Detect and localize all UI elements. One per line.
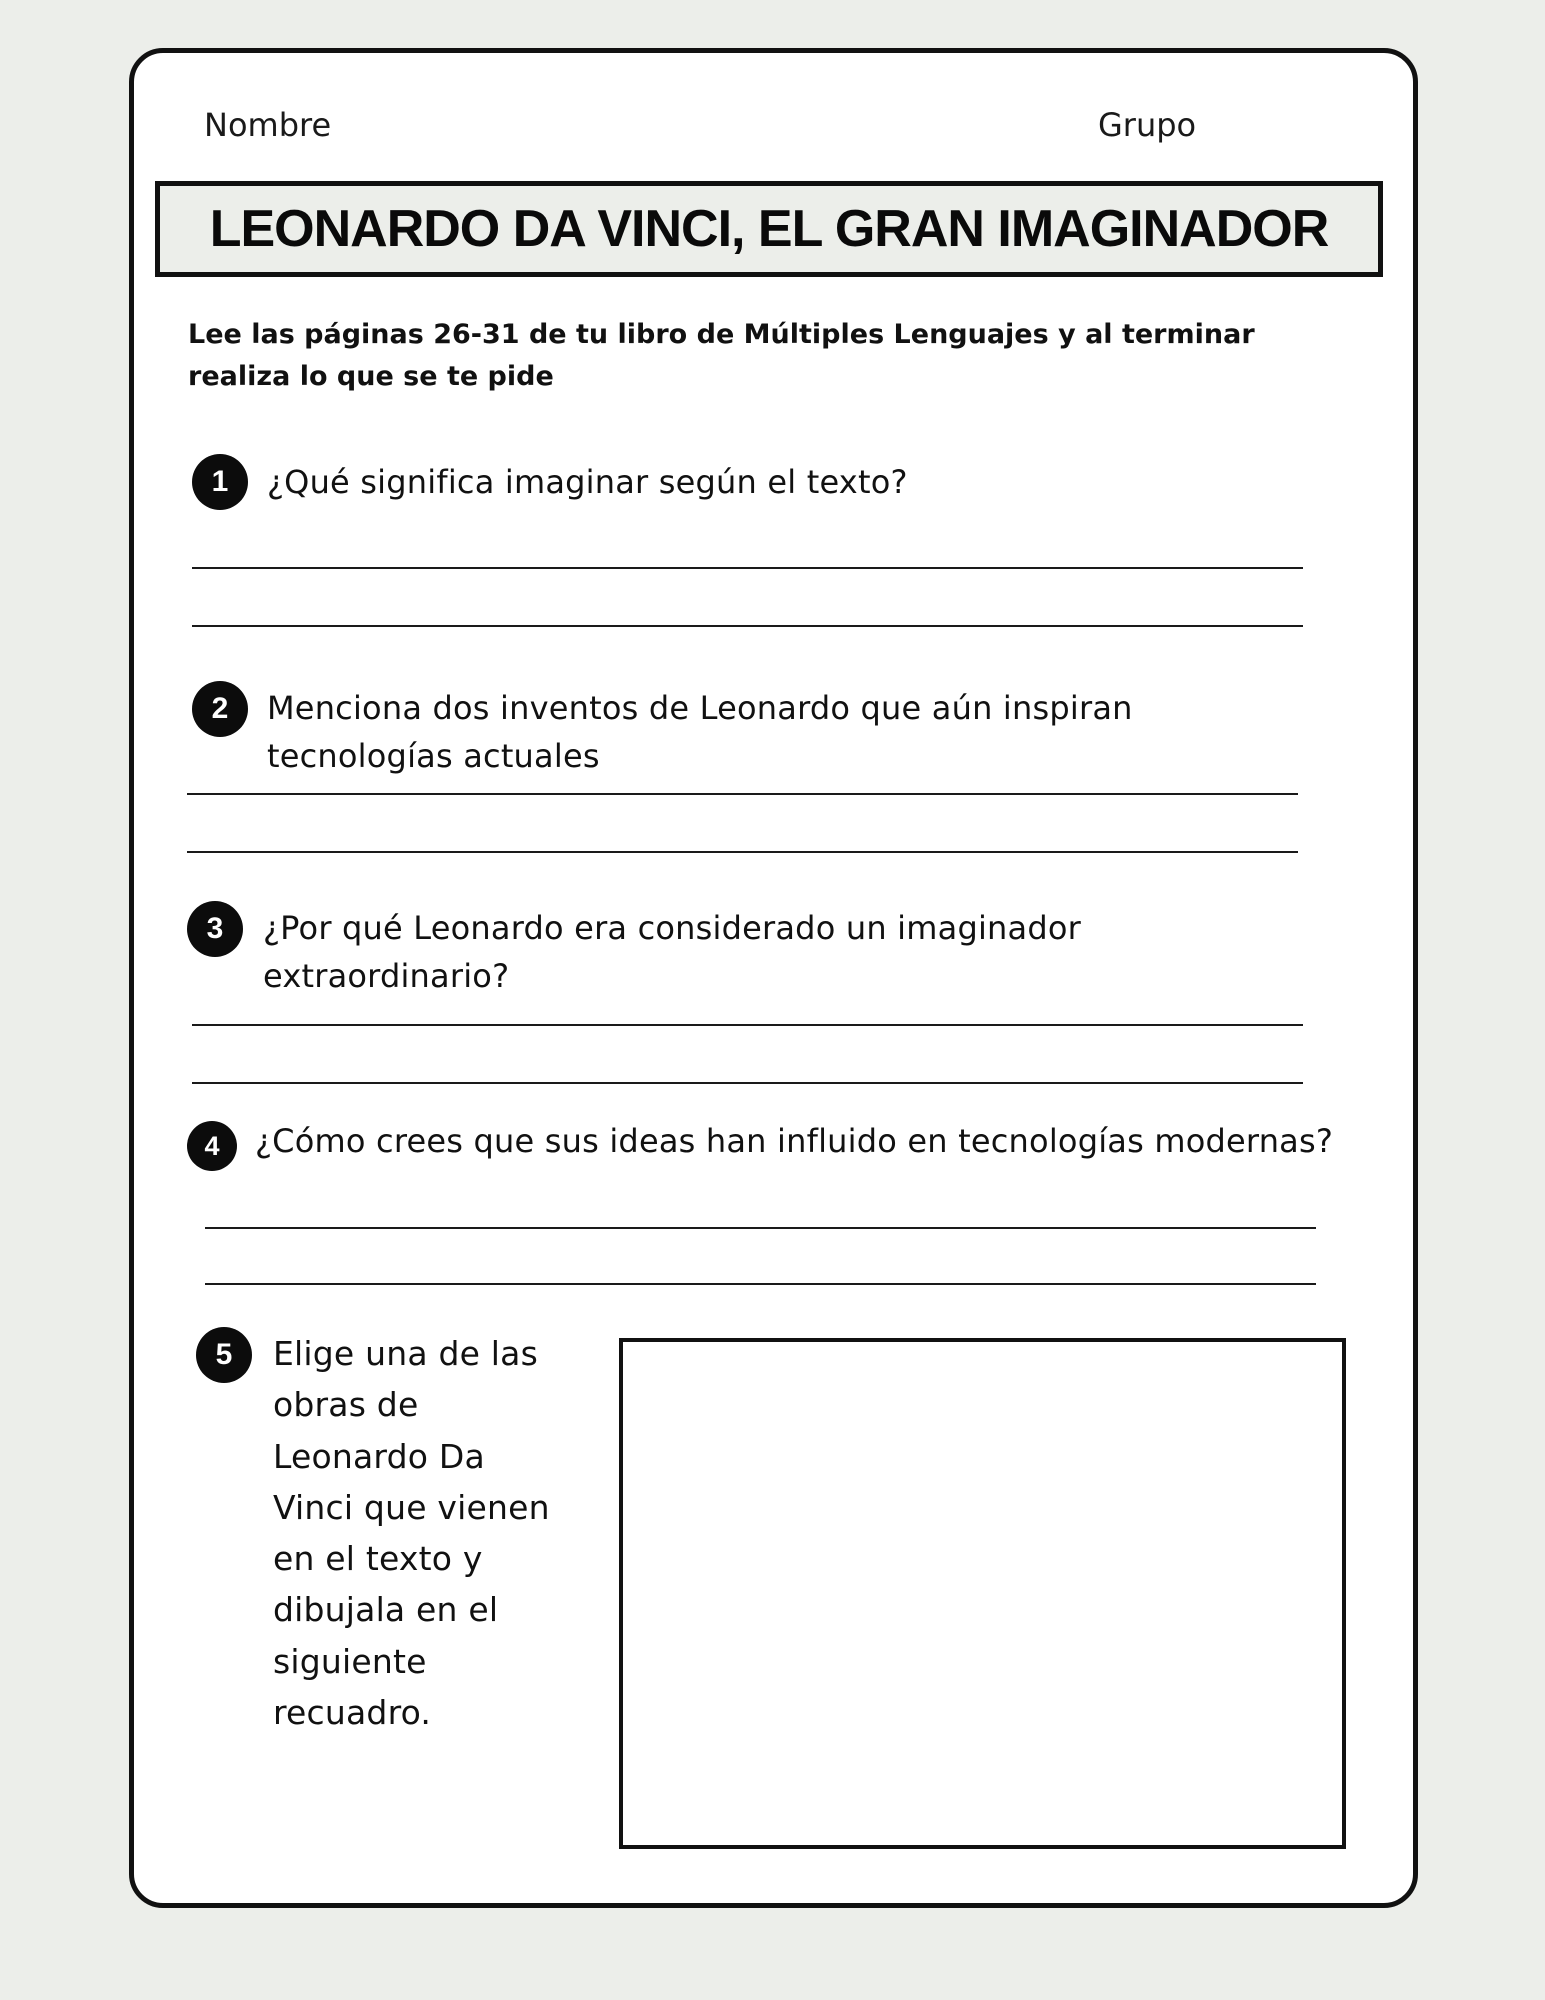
name-label: Nombre bbox=[204, 106, 332, 144]
instructions-text: Lee las páginas 26-31 de tu libro de Múltiples Lenguajes y al terminar realiza lo que se te pide bbox=[188, 319, 1255, 392]
answer-line[interactable] bbox=[187, 793, 1298, 795]
question-number-2: 2 bbox=[192, 681, 248, 737]
answer-line[interactable] bbox=[192, 567, 1303, 569]
page-title: LEONARDO DA VINCI, EL GRAN IMAGINADOR bbox=[209, 200, 1329, 258]
drawing-box[interactable] bbox=[619, 1338, 1346, 1849]
answer-line[interactable] bbox=[205, 1283, 1316, 1285]
answer-line[interactable] bbox=[192, 625, 1303, 627]
question-5-text: Elige una de las obras de Leonardo Da Vinci que vienen en el texto y dibujala en el siguiente recuadro. bbox=[273, 1334, 550, 1733]
title-box bbox=[155, 181, 1383, 277]
question-2-text: Menciona dos inventos de Leonardo que aún inspiran tecnologías actuales bbox=[267, 689, 1133, 775]
answer-line[interactable] bbox=[192, 1024, 1303, 1026]
answer-line[interactable] bbox=[192, 1082, 1303, 1084]
question-number-3: 3 bbox=[187, 901, 243, 957]
question-1-text: ¿Qué significa imaginar según el texto? bbox=[267, 463, 908, 501]
group-label: Grupo bbox=[1098, 106, 1197, 144]
question-4-text: ¿Cómo crees que sus ideas han influido en tecnologías modernas? bbox=[255, 1122, 1334, 1160]
question-number-1: 1 bbox=[192, 454, 248, 510]
answer-line[interactable] bbox=[187, 851, 1298, 853]
question-number-5: 5 bbox=[196, 1327, 252, 1383]
answer-line[interactable] bbox=[205, 1227, 1316, 1229]
question-3-text: ¿Por qué Leonardo era considerado un imaginador extraordinario? bbox=[263, 909, 1081, 995]
question-number-4: 4 bbox=[187, 1121, 237, 1171]
